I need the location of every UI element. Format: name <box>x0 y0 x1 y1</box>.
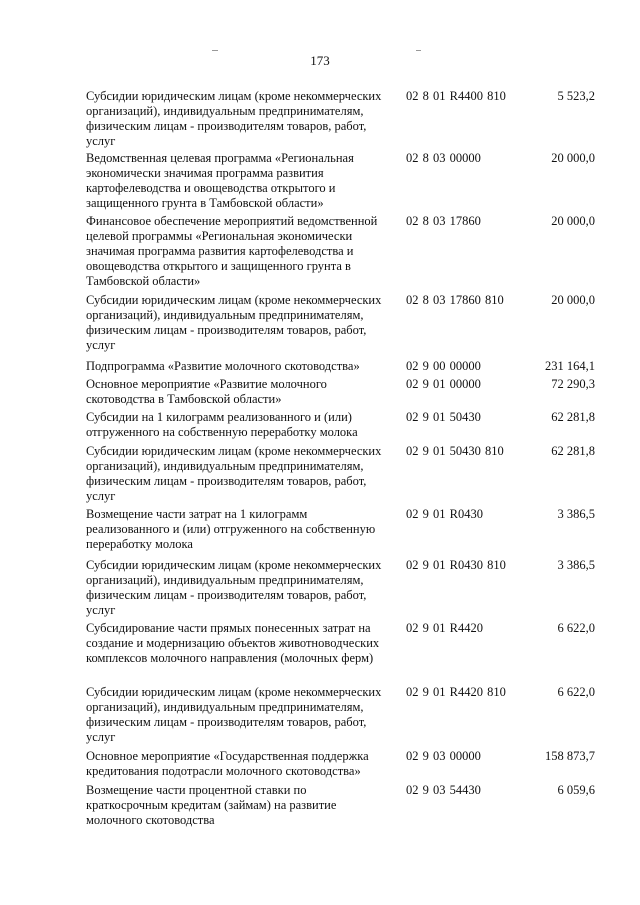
row-code: 02 9 01 R0430 <box>406 507 483 521</box>
row-code: 02 9 03 00000 <box>406 749 481 763</box>
row-name: Субсидии юридическим лицам (кроме некоммерческих организаций), индивидуальным предпринимателям, физическим лицам - производителям товаров, работ, услуг <box>86 685 382 744</box>
row-name: Основное мероприятие «Государственная поддержка кредитования подотрасли молочного скотоводства» <box>86 749 369 778</box>
row-code: 02 8 03 17860 <box>406 214 481 228</box>
row-code: 02 9 01 R4420 810 <box>406 685 506 699</box>
row-name: Подпрограмма «Развитие молочного скотоводства» <box>86 359 360 373</box>
row-amount: 62 281,8 <box>551 410 595 424</box>
row-name: Субсидии на 1 килограмм реализованного и (или) отгруженного на собственную переработку молока <box>86 410 358 439</box>
row-name: Возмещение части затрат на 1 килограмм реализованного и (или) отгруженного на собственную переработку молока <box>86 507 376 551</box>
row-name: Субсидии юридическим лицам (кроме некоммерческих организаций), индивидуальным предпринимателям, физическим лицам - производителям товаров, работ, услуг <box>86 293 382 352</box>
page-number: 173 <box>310 53 330 68</box>
row-code: 02 9 01 50430 810 <box>406 444 504 458</box>
row-code: 02 9 03 54430 <box>406 783 481 797</box>
row-amount: 20 000,0 <box>551 214 595 228</box>
row-amount: 62 281,8 <box>551 444 595 458</box>
row-amount: 231 164,1 <box>545 359 595 373</box>
row-amount: 3 386,5 <box>557 507 595 521</box>
row-amount: 20 000,0 <box>551 151 595 165</box>
row-name: Ведомственная целевая программа «Региональная экономически значимая программа развития картофелеводства и овощеводства открытого и защищенного грунта в Тамбовской области» <box>86 151 354 210</box>
row-name: Возмещение части процентной ставки по краткосрочным кредитам (займам) на развитие молочного скотоводства <box>86 783 337 827</box>
row-amount: 6 059,6 <box>557 783 595 797</box>
row-code: 02 9 01 50430 <box>406 410 481 424</box>
row-amount: 6 622,0 <box>557 685 595 699</box>
row-amount: 6 622,0 <box>557 621 595 635</box>
row-code: 02 9 01 00000 <box>406 377 481 391</box>
row-amount: 5 523,2 <box>557 89 595 103</box>
row-name: Финансовое обеспечение мероприятий ведомственной целевой программы «Региональная экономически значимая программа развития картофелеводства и овощеводства открытого и защищенного грунта в Тамбовской области» <box>86 214 378 288</box>
row-name: Субсидии юридическим лицам (кроме некоммерческих организаций), индивидуальным предпринимателям, физическим лицам - производителям товаров, работ, услуг <box>86 89 382 148</box>
row-name: Субсидии юридическим лицам (кроме некоммерческих организаций), индивидуальным предпринимателям, физическим лицам - производителям товаров, работ, услуг <box>86 558 382 617</box>
row-amount: 158 873,7 <box>545 749 595 763</box>
row-name: Субсидирование части прямых понесенных затрат на создание и модернизацию объектов животноводческих комплексов молочного направления (молочных ферм) <box>86 621 380 665</box>
row-code: 02 9 00 00000 <box>406 359 481 373</box>
row-name: Основное мероприятие «Развитие молочного скотоводства в Тамбовской области» <box>86 377 327 406</box>
row-amount: 20 000,0 <box>551 293 595 307</box>
row-name: Субсидии юридическим лицам (кроме некоммерческих организаций), индивидуальным предпринимателям, физическим лицам - производителям товаров, работ, услуг <box>86 444 382 503</box>
row-code: 02 9 01 R4420 <box>406 621 483 635</box>
row-code: 02 8 03 00000 <box>406 151 481 165</box>
row-amount: 72 290,3 <box>551 377 595 391</box>
row-code: 02 9 01 R0430 810 <box>406 558 506 572</box>
row-code: 02 8 01 R4400 810 <box>406 89 506 103</box>
row-amount: 3 386,5 <box>557 558 595 572</box>
row-code: 02 8 03 17860 810 <box>406 293 504 307</box>
